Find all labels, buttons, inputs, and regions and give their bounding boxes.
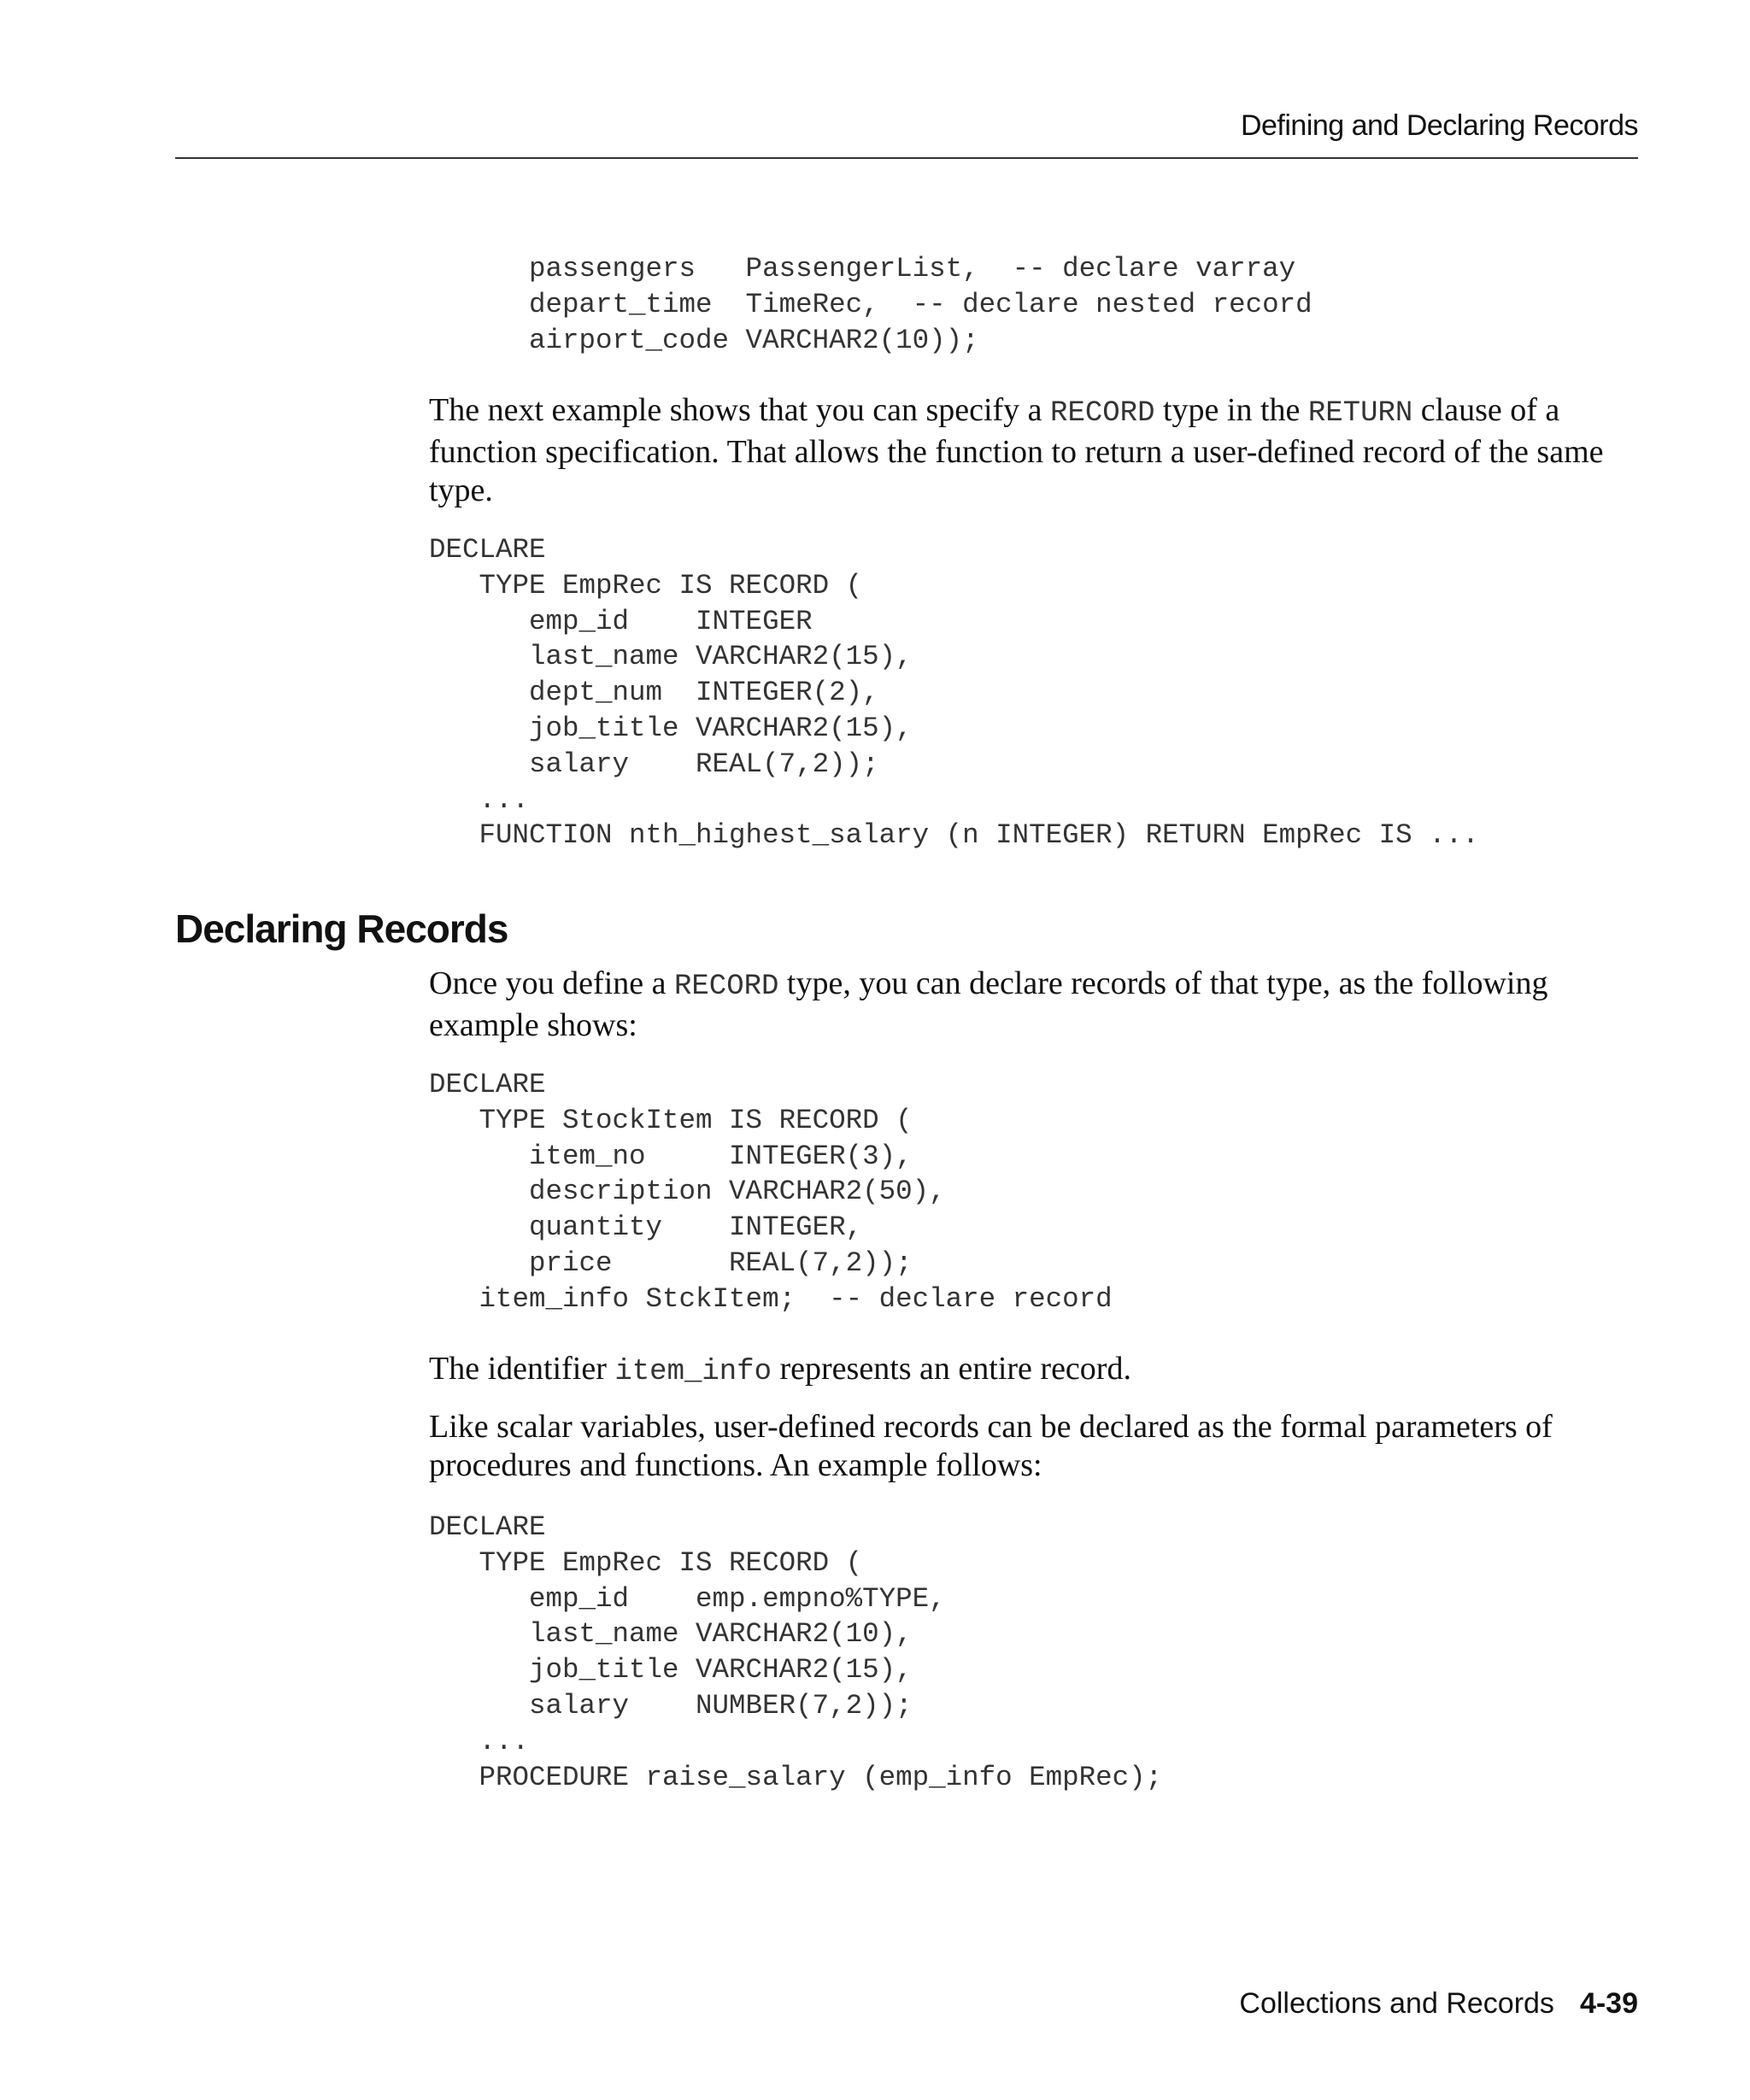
code-line: TYPE EmpRec IS RECORD ( (429, 1546, 863, 1579)
code-block-emprec-function (429, 532, 1479, 853)
code-line: description VARCHAR2(50), (429, 1176, 946, 1208)
code-line: item_info StckItem; -- declare record (429, 1282, 1113, 1315)
code-line: depart_time TimeRec, -- declare nested record (429, 288, 1312, 320)
paragraph-text: The identifier (429, 1351, 615, 1387)
code-line: PROCEDURE raise_salary (emp_info EmpRec); (429, 1761, 1163, 1793)
code-line: job_title VARCHAR2(15), (429, 712, 913, 744)
code-line: passengers PassengerList, -- declare varray (429, 253, 1296, 284)
inline-code: RECORD (1050, 397, 1155, 430)
paragraph-text: represents an entire record. (772, 1351, 1131, 1387)
inline-code: RECORD (674, 971, 779, 1003)
paragraph-text: The next example shows that you can specify a (429, 392, 1051, 428)
code-line: last_name VARCHAR2(10), (429, 1618, 913, 1651)
paragraph-text: clause of a function specification. That allows the function to return a user-defined record of the same type. (429, 392, 1604, 508)
code-line: emp_id INTEGER (429, 605, 813, 637)
code-line: DECLARE (429, 1069, 546, 1100)
paragraph-return-clause (429, 391, 1642, 510)
paragraph-identifier (429, 1350, 1642, 1392)
running-footer (1239, 1987, 1638, 2021)
paragraph-declare-records (429, 965, 1642, 1045)
code-line: ... (429, 1725, 530, 1757)
code-line: item_no INTEGER(3), (429, 1140, 913, 1172)
page-number: 4-39 (1579, 1987, 1638, 2020)
code-line: FUNCTION nth_highest_salary (n INTEGER) RETURN EmpRec IS ... (429, 819, 1479, 852)
inline-code: RETURN (1307, 397, 1413, 430)
code-line: dept_num INTEGER(2), (429, 677, 879, 709)
paragraph-text: type, you can declare records of that type, as the following example shows: (429, 965, 1548, 1043)
code-line: quantity INTEGER, (429, 1211, 863, 1244)
code-line: job_title VARCHAR2(15), (429, 1654, 913, 1686)
code-line: emp_id emp.empno%TYPE, (429, 1582, 946, 1615)
code-line: salary NUMBER(7,2)); (429, 1689, 913, 1722)
footer-chapter: Collections and Records (1239, 1987, 1554, 2020)
paragraph-text: type in the (1154, 392, 1308, 428)
section-heading: Declaring Records (175, 906, 508, 951)
paragraph-text: Once you define a (429, 965, 674, 1001)
code-line: last_name VARCHAR2(15), (429, 641, 913, 673)
paragraph-formal-parameters: Like scalar variables, user-defined records can be declared as the formal parameters of procedures and functions. An example follows: (429, 1409, 1553, 1483)
code-line: ... (429, 783, 530, 816)
running-header (175, 106, 1638, 159)
code-line: price REAL(7,2)); (429, 1247, 913, 1279)
code-line: airport_code VARCHAR2(10)); (429, 324, 979, 356)
inline-code: item_info (614, 1356, 772, 1388)
code-line: DECLARE (429, 1511, 546, 1543)
code-block-varray-fields (429, 251, 1312, 358)
code-line: TYPE StockItem IS RECORD ( (429, 1104, 913, 1136)
code-block-emprec-procedure (429, 1510, 1162, 1795)
code-block-stockitem (429, 1067, 1113, 1317)
code-line: TYPE EmpRec IS RECORD ( (429, 569, 863, 601)
code-line: salary REAL(7,2)); (429, 748, 879, 780)
header-title: Defining and Declaring Records (1240, 109, 1638, 142)
code-line: DECLARE (429, 534, 546, 566)
